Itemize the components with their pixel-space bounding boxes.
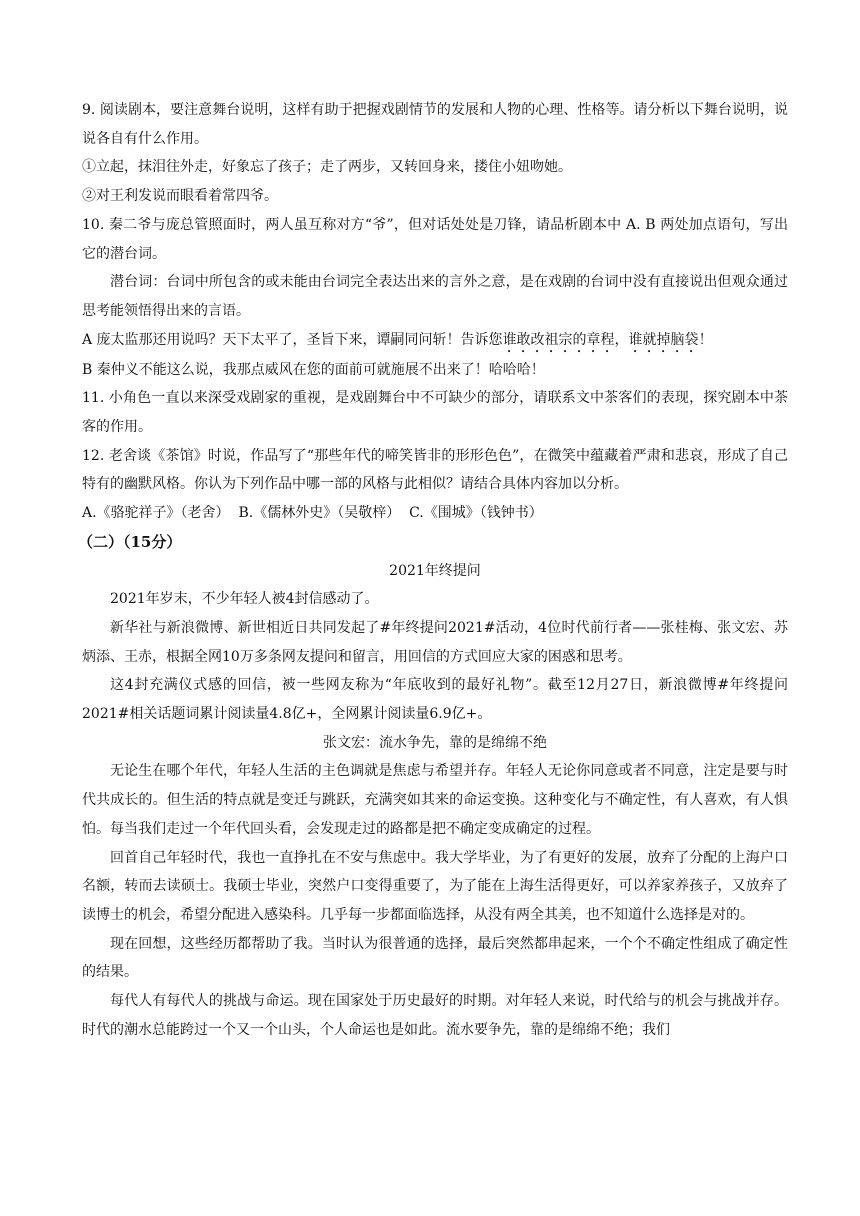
question-10: 10. 秦二爷与庞总管照面时，两人虽互称对方“爷”，但对话处处是刀锋，请品析剧本中 A. B 两处加点语句，写出它的潜台词。	[82, 216, 788, 262]
options-line: A.《骆驼祥子》（老舍） B.《儒林外史》（吴敬梓） C.《围城》（钱钟书）	[82, 505, 543, 522]
question-9: 9. 阅读剧本，要注意舞台说明，这样有助于把握戏剧情节的发展和人物的心理、性格等。请分析以下舞台说明，说说各自有什么作用。	[82, 102, 788, 147]
article-title: 2021年终提问	[389, 562, 481, 579]
question-12: 12. 老舍谈《茶馆》时说，作品写了“那些年代的啼笑皆非的形形色色”，在微笑中蕴藏着严肃和悲哀，形成了自己特有的幽默风格。你认为下列作品中哪一部的风格与此相似？请结合具体内容加以分析。	[82, 447, 788, 493]
article-paragraph: 新华社与新浪微博、新世相近日共同发起了#年终提问2021#活动，4位时代前行者——张桂梅、张文宏、苏炳添、王赤，根据全网10万多条网友提问和留言，用回信的方式回应大家的困惑和思考。	[82, 619, 788, 665]
article-paragraph: 2021年岁末，不少年轻人被4封信感动了。	[110, 591, 379, 608]
line-a	[82, 326, 788, 356]
body-paragraph: 回首自己年轻时代，我也一直挣扎在不安与焦虑中。我大学毕业，为了有更好的发展，放弃了分配的上海户口名额，转而去读硕士。我硕士毕业，突然户口变得重要了，为了能在上海生活得更好，可以养家养孩子，又放弃了读博士的机会，希望分配进入感染科。几乎每一步都面临选择，从没有两全其美，也不知道什么选择是对的。	[82, 849, 788, 923]
body-paragraph: 无论生在哪个年代，年轻人生活的主色调就是焦虑与希望并存。年轻人无论你同意或者不同意，注定是要与时代共成长的。但生活的特点就是变迁与跳跃，充满突如其来的命运变换。这种变化与不确定性，有人喜欢，有人惧怕。每当我们走过一个年代回头看，会发现走过的路都是把不确定变成确定的过程。	[82, 763, 788, 837]
line-a-emphasis: 谁敢改祖宗的章程，谁就掉脑袋	[502, 331, 699, 348]
article-paragraph: 这4封充满仪式感的回信，被一些网友称为“年底收到的最好礼物”。截至12月27日，新浪微博#年终提问2021#相关话题词累计阅读量4.8亿+，全网累计阅读量6.9亿+。	[82, 677, 788, 723]
body-paragraph: 每代人有每代人的挑战与命运。现在国家处于历史最好的时期。对年轻人来说，时代给与的机会与挑战并存。时代的潮水总能跨过一个又一个山头，个人命运也是如此。流水要争先，靠的是绵绵不绝；我们	[82, 993, 788, 1038]
section-heading: （二）（15分）	[78, 532, 182, 551]
line-a-suffix: ！	[698, 331, 713, 348]
line-b: B 秦仲义不能这么说，我那点威风在您的面前可就施展不出来了！哈哈哈！	[82, 361, 545, 378]
stage-direction-2: ②对王利发说而眼看着常四爷。	[82, 188, 278, 205]
subtext-definition: 潜台词：台词中所包含的或未能由台词完全表达出来的言外之意，是在戏剧的台词中没有直接说出但观众通过思考能领悟得出来的言语。	[82, 274, 788, 319]
article-subtitle: 张文宏：流水争先，靠的是绵绵不绝	[323, 734, 547, 751]
body-paragraph: 现在回想，这些经历都帮助了我。当时认为很普通的选择，最后突然都串起来，一个个不确定性组成了确定性的结果。	[82, 935, 788, 981]
line-a-prefix: A 庞太监那还用说吗？天下太平了，圣旨下来，谭嗣同问斩！告诉您	[82, 331, 503, 348]
question-11: 11. 小角色一直以来深受戏剧家的重视，是戏剧舞台中不可缺少的部分，请联系文中茶客们的表现，探究剧本中茶客的作用。	[82, 390, 788, 436]
stage-direction-1: ①立起，抹泪往外走，好象忘了孩子；走了两步，又转回身来，搂住小妞吻她。	[82, 159, 572, 176]
